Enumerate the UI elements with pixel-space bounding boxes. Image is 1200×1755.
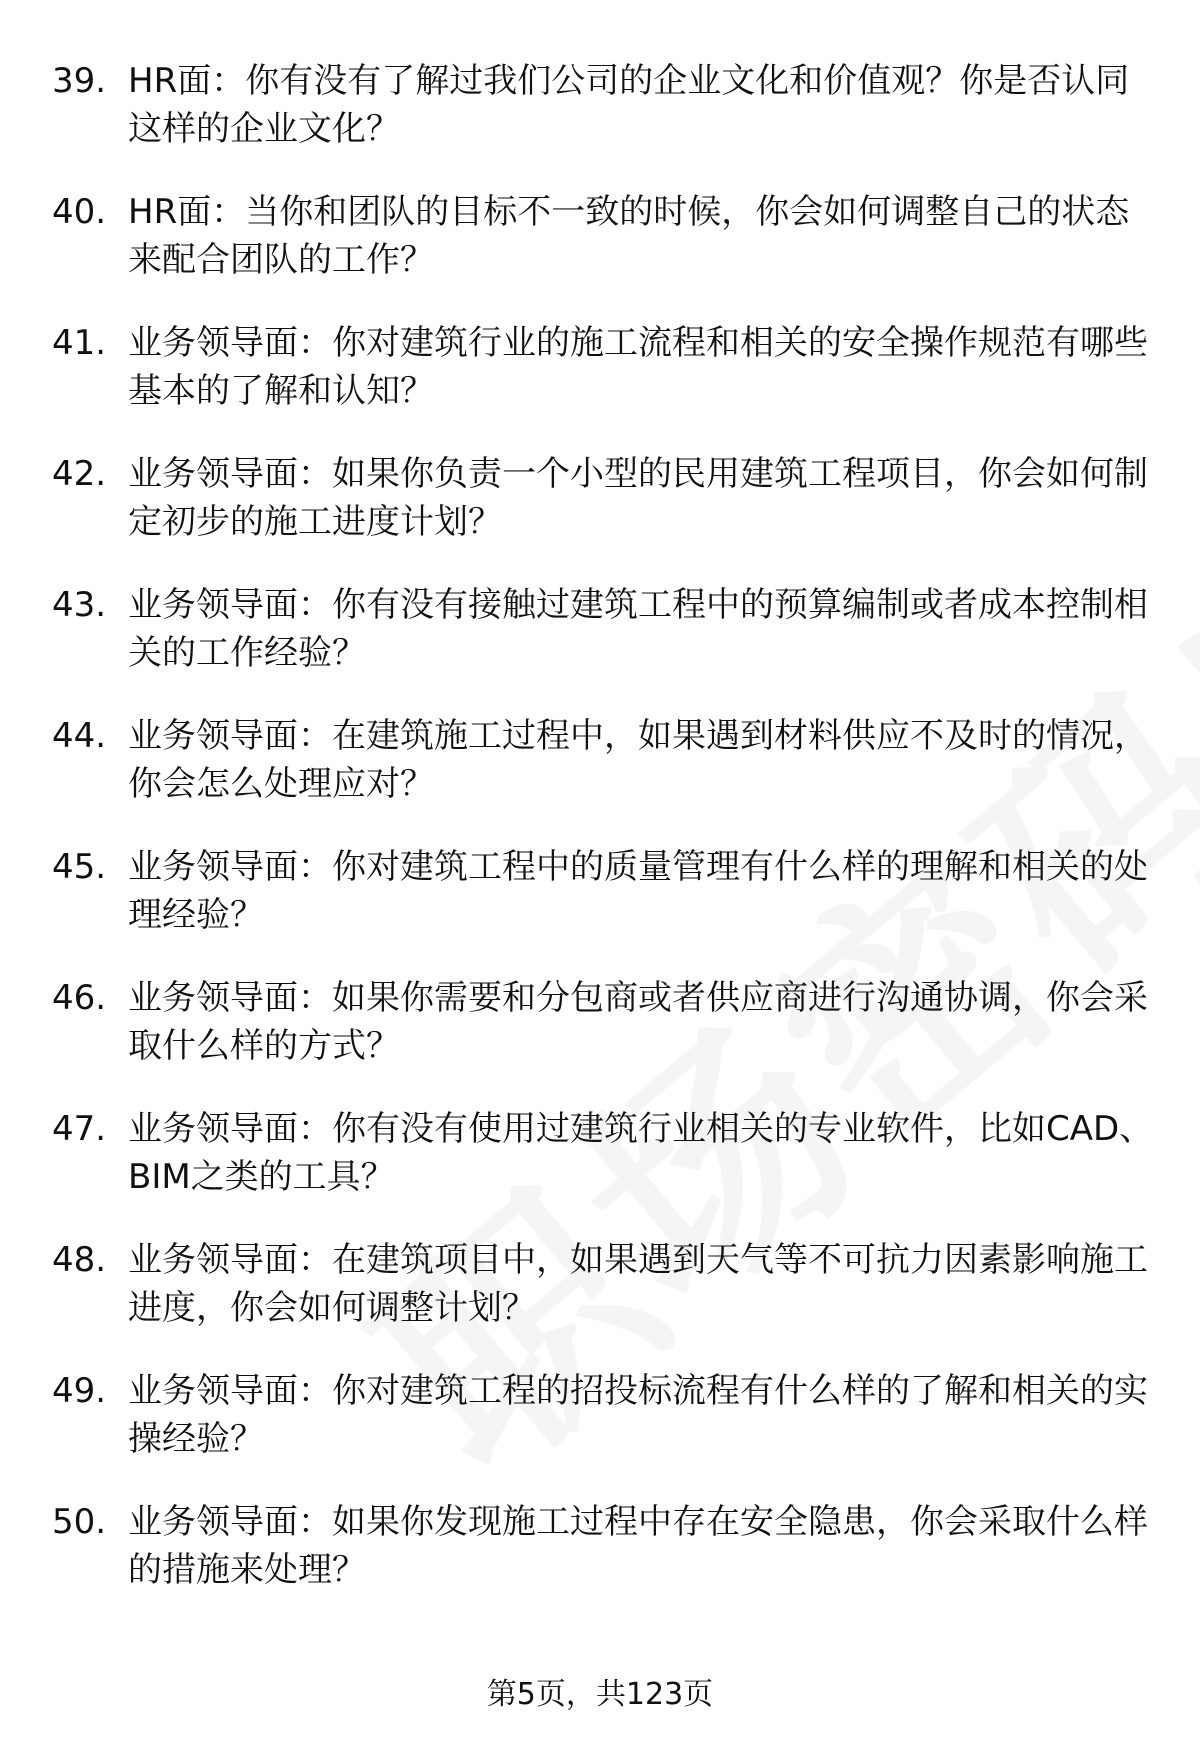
question-text: 业务领导面：如果你负责一个小型的民用建筑工程项目，你会如何制定初步的施工进度计划？ [128, 454, 1148, 542]
question-number: 46. [52, 978, 107, 1018]
list-item [52, 1105, 1162, 1236]
question-number: 45. [52, 847, 107, 887]
question-number: 44. [52, 716, 107, 756]
question-text: 业务领导面：在建筑施工过程中，如果遇到材料供应不及时的情况，你会怎么处理应对？ [128, 716, 1148, 804]
list-item [52, 974, 1162, 1105]
question-text: 业务领导面：你有没有使用过建筑行业相关的专业软件，比如CAD、BIM之类的工具？ [128, 1109, 1154, 1197]
question-text: 业务领导面：如果你需要和分包商或者供应商进行沟通协调，你会采取什么样的方式？ [128, 978, 1148, 1066]
question-text: 业务领导面：在建筑项目中，如果遇到天气等不可抗力因素影响施工进度，你会如何调整计划？ [128, 1240, 1148, 1328]
list-item [52, 450, 1162, 581]
question-text: 业务领导面：你对建筑行业的施工流程和相关的安全操作规范有哪些基本的了解和认知？ [128, 323, 1148, 411]
question-number: 49. [52, 1371, 107, 1411]
question-number: 39. [52, 61, 107, 101]
question-number: 48. [52, 1240, 107, 1280]
list-item [52, 188, 1162, 319]
list-item [52, 57, 1162, 188]
question-list [52, 57, 1162, 1629]
question-text: 业务领导面：你对建筑工程的招投标流程有什么样的了解和相关的实操经验？ [128, 1371, 1148, 1459]
list-item [52, 1236, 1162, 1367]
list-item [52, 712, 1162, 843]
question-number: 40. [52, 192, 107, 232]
question-text: 业务领导面：如果你发现施工过程中存在安全隐患，你会采取什么样的措施来处理？ [128, 1502, 1148, 1590]
question-number: 50. [52, 1502, 107, 1542]
question-text: HR面：当你和团队的目标不一致的时候，你会如何调整自己的状态来配合团队的工作？ [128, 192, 1130, 280]
question-number: 43. [52, 585, 107, 625]
question-number: 47. [52, 1109, 107, 1149]
question-text: 业务领导面：你对建筑工程中的质量管理有什么样的理解和相关的处理经验？ [128, 847, 1148, 935]
page-number: 第5页，共123页 [486, 1677, 714, 1712]
question-text: HR面：你有没有了解过我们公司的企业文化和价值观？你是否认同这样的企业文化？ [128, 61, 1130, 149]
list-item [52, 319, 1162, 450]
page-footer [0, 1675, 1200, 1715]
list-item [52, 581, 1162, 712]
list-item [52, 1367, 1162, 1498]
question-text: 业务领导面：你有没有接触过建筑工程中的预算编制或者成本控制相关的工作经验？ [128, 585, 1148, 673]
list-item [52, 1498, 1162, 1629]
question-number: 42. [52, 454, 107, 494]
list-item [52, 843, 1162, 974]
question-number: 41. [52, 323, 107, 363]
